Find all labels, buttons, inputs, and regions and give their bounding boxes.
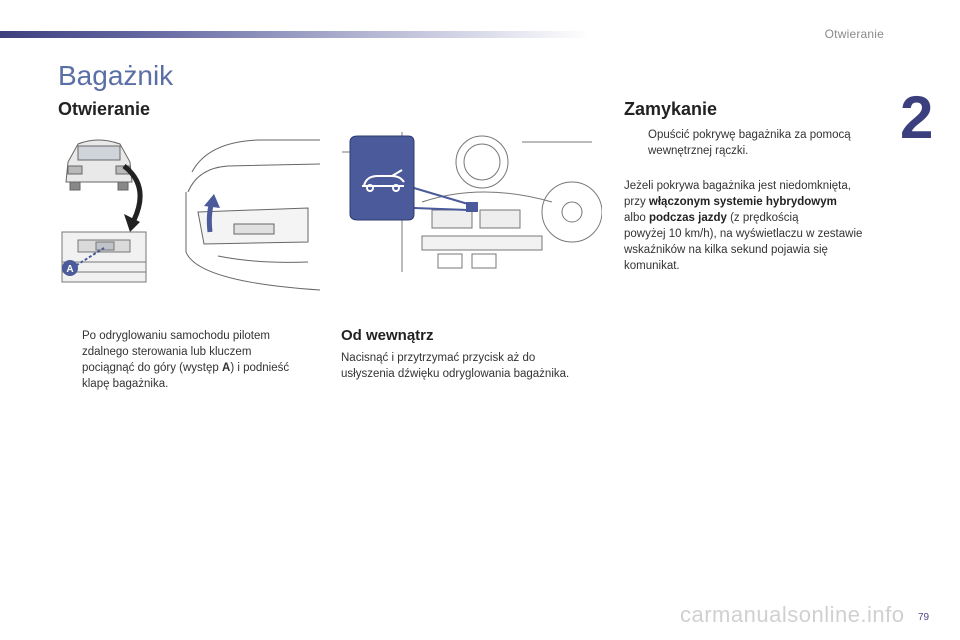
closing-bullet: Opuścić pokrywę bagażnika za pomocą wewnętrznej rączki. — [648, 129, 851, 157]
page-title: Bagażnik — [58, 60, 174, 91]
header-accent-bar — [0, 31, 590, 38]
car-rear-thumbnail-icon — [66, 140, 132, 190]
page-number: 79 — [918, 612, 930, 623]
callout-a-label: A — [66, 264, 74, 275]
interior-button-figure — [342, 132, 602, 272]
opening-heading: Otwieranie — [58, 99, 151, 119]
closing-paragraph: Jeżeli pokrywa bagażnika jest niedomknięta, przy włączonym systemie hybrydowym albo podczas jazdy (z prędkością powyżej 10 km/h), na wyświetlaczu w zestawie wskaźników na kilka sekund pojawia się komunikat. — [624, 180, 863, 272]
inside-paragraph: Nacisnąć i przytrzymać przycisk aż do usłyszenia dźwięku odryglowania bagażnika. — [341, 352, 570, 380]
inside-heading: Od wewnątrz — [341, 327, 434, 344]
tailgate-button-marker — [466, 202, 478, 212]
closing-heading: Zamykanie — [624, 99, 718, 119]
tailgate-release-button — [350, 136, 414, 220]
watermark: carmanualsonline.info — [680, 602, 905, 627]
opening-bullet: Po odryglowaniu samochodu pilotem zdalnego sterowania lub kluczem pociągnąć do góry (występ A) i podnieść klapę bagażnika. — [82, 330, 290, 390]
chapter-number: 2 — [900, 84, 934, 151]
tailgate-exterior-figure — [58, 132, 320, 292]
section-label: Otwieranie — [824, 27, 884, 41]
